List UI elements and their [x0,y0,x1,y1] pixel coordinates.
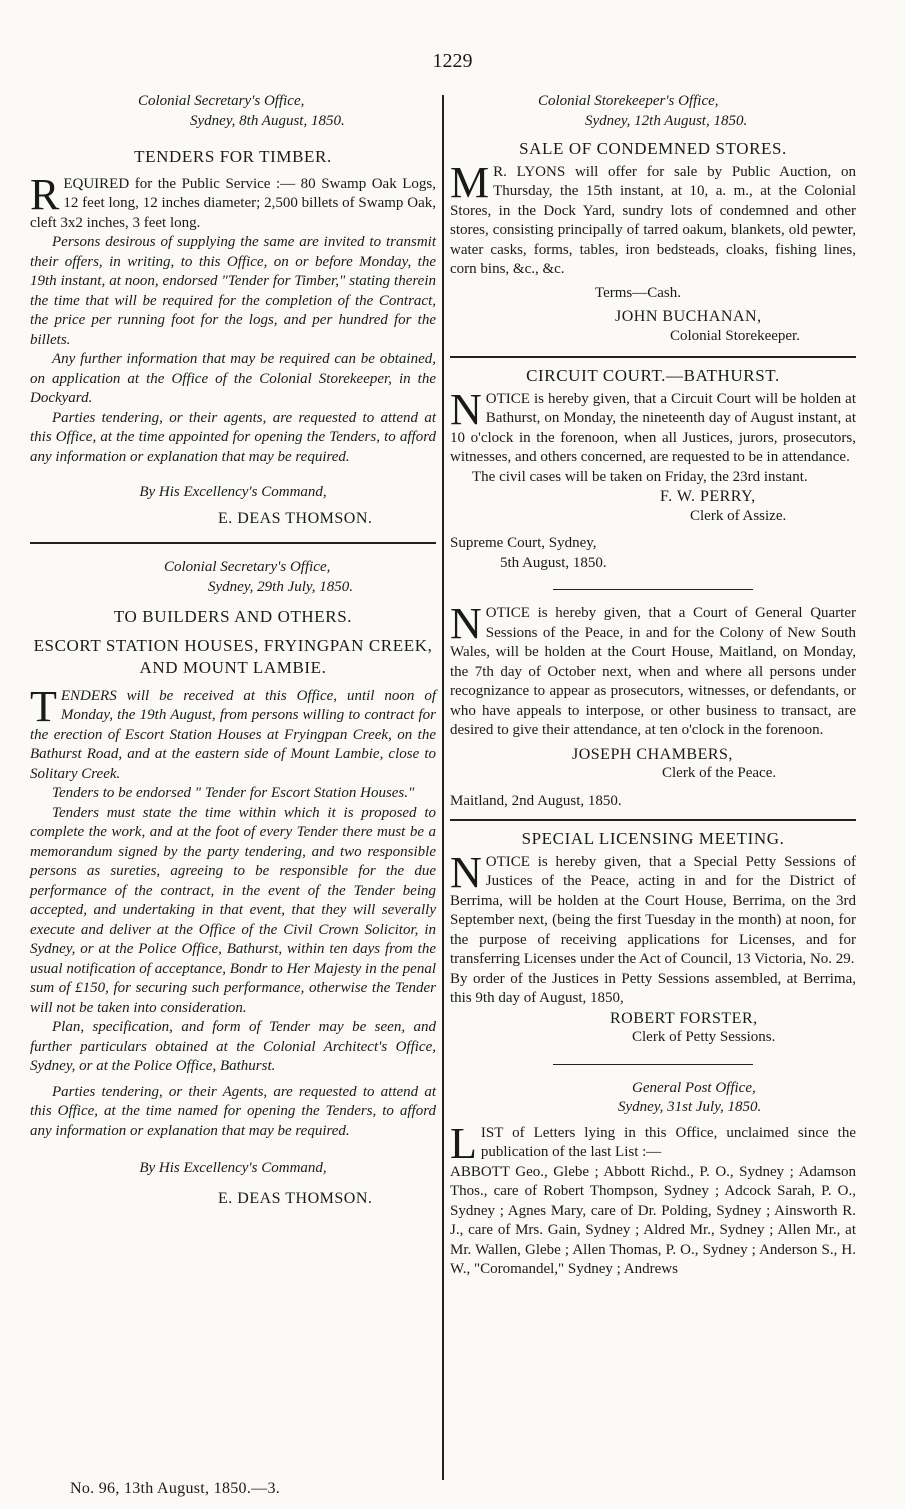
page-number: 1229 [432,50,473,72]
notice-unclaimed-letters [450,1079,856,1280]
place-line: Supreme Court, Sydney, [450,535,597,551]
dateline-date: Sydney, 29th July, 1850. [208,578,353,595]
notice-paragraph: Parties tendering, or their Agents, are requested to attend at this Office, at the time named for opening the Tenders, to afford any information or explanation that may be required. [30,1083,436,1139]
dateline-date: Sydney, 12th August, 1850. [585,112,748,129]
notice-paragraph: Any further information that may be required can be obtained, on application at the Office of the Colonial Storekeeper, in the Dockyard. [30,351,436,406]
notice-heading: TENDERS FOR TIMBER. [134,147,332,166]
notice-heading: TO BUILDERS AND OTHERS. [113,607,353,626]
notice-heading: SPECIAL LICENSING MEETING. [521,829,785,848]
drop-cap: N [450,847,482,897]
notice-paragraph: Persons desirous of supplying the same are invited to transmit their offers, in writing, to this Office, on or before Monday, the 19th instant, at noon, endorsed "Tender for Timber," stating therein the time that will be required for the completion of the Contract, the price per running foot for the logs, and per hundred for the billets. [30,234,436,348]
page-footer: No. 96, 13th August, 1850.—3. [70,1480,281,1497]
notice-paragraph: M R. LYONS will offer for sale by Public Auction, on Thursday, the 15th instant, at 10, a. m., at the Colonial Stores, in the Dock Yard, sundry lots of condemned and other stores, consisting principally of tarred oakum, blankets, old pewter, water casks, forms, tables, iron bedsteads, cloaks, fishing lines, corn bins, &c., &c. [450,157,856,277]
notice-escort-station-houses [30,558,436,1208]
dateline-date: Sydney, 8th August, 1850. [190,112,345,129]
divider [553,1064,753,1065]
drop-cap: L [450,1118,477,1168]
divider [450,819,856,821]
signature-title: Clerk of Petty Sessions. [632,1029,776,1045]
notice-paragraph: Plan, specification, and form of Tender may be seen, and further particulars obtained at the Colonial Architect's Office, Sydney, or at the Police Office, Bathurst. [30,1019,436,1074]
command-line: By His Excellency's Command, [139,484,327,500]
notice-paragraph: The civil cases will be taken on Friday, the 23rd instant. [472,468,808,485]
right-column [450,92,856,1280]
divider [450,356,856,358]
dateline-date: Sydney, 31st July, 1850. [618,1099,762,1115]
left-column [30,92,436,1208]
signature-name: ROBERT FORSTER, [610,1009,758,1027]
place-date-line: Maitland, 2nd August, 1850. [450,792,622,809]
signature-title: Clerk of the Peace. [662,765,777,781]
drop-cap: R [30,169,60,219]
signature-title: Clerk of Assize. [690,507,787,524]
letters-list: ABBOTT Geo., Glebe ; Abbott Richd., P. O., Sydney ; Adamson Thos., care of Robert Thompson, Sydney ; Adcock Sarah, P. O., Sydney ; Agnes Mary, care of Dr. Polding, Sydney ; Ainsworth R. J., care of Mrs. Gain, Sydney ; Aldred Mr., Sydney ; Allen Mr., at Mr. Wallen, Glebe ; Allen Thomas, P. O., Sydney ; Anderson S., H. W., "Coromandel," Sydney ; Andrews [450,1163,856,1277]
dateline-office: Colonial Secretary's Office, [138,93,305,109]
notice-paragraph: TENDERS will be received at this Office, until noon of Monday, the 19th August, from persons willing to contract for the erection of Escort Station Houses at Fryingpan Creek, on the Bathurst Road, and at the eastern side of Mount Lambie, close to Solitary Creek. [30,681,436,782]
notice-paragraph: Tenders must state the time within which it is proposed to complete the work, and at the foot of every Tender there must be a memorandum signed by the party tendering, and two responsible persons as sureties, agreeing to be responsible for the due performance of the contract, in the event of the Tender being accepted, and undertaking in that event, that they will severally execute and deliver at the Office of the Civil Crown Solicitor, in Sydney, or at the Police Office, Bathurst, within ten days from the usual notification of acceptance, Bondr to Her Majesty in the penal sum of £150, for securing such performance, otherwise the Tender will not be taken into consideration. [30,804,436,1016]
notice-heading: CIRCUIT COURT.—BATHURST. [526,366,780,385]
signature-name: JOSEPH CHAMBERS, [572,745,733,763]
signature: E. DEAS THOMSON. [218,1189,373,1207]
notice-heading: SALE OF CONDEMNED STORES. [519,139,787,158]
divider [30,542,436,544]
drop-cap: T [30,681,57,731]
notice-paragraph: Parties tendering, or their agents, are requested to attend at this Office, at the time appointed for opening the Tenders, to afford any information or explanation that may be required. [30,409,436,465]
notice-paragraph: LIST of Letters lying in this Office, unclaimed since the publication of the last List :— [450,1118,856,1168]
notice-special-licensing [450,829,856,1048]
signature: E. DEAS THOMSON. [218,509,373,527]
terms: Terms—Cash. [595,284,682,301]
notice-paragraph: NOTICE is hereby given, that a Circuit Court will be holden at Bathurst, on Monday, the nineteenth day of August instant, at 10 o'clock in the forenoon, when all Justices, jurors, prosecutors, witnesses, and others concerned, are requested to be in attendance. [450,384,856,465]
drop-cap: N [450,384,482,434]
notice-paragraph: NOTICE is hereby given, that a Court of General Quarter Sessions of the Peace, in and for the Colony of New South Wales, will be holden at the Court House, Maitland, on Monday, the 7th day of October next, when and where all persons under recognizance to appear as prosecutors, witnesses, or defendants, or who have appeals to interpose, or other business to transact, are desired to give their attendance, at ten o'clock in the forenoon. [450,599,856,738]
notice-subheading: ESCORT STATION HOUSES, FRYINGPAN CREEK, AND MOUNT LAMBIE. [33,635,433,677]
drop-cap: M [450,157,490,207]
signature-name: F. W. PERRY, [660,488,756,505]
notice-paragraph: By order of the Justices in Petty Sessions assembled, at Berrima, this 9th day of August, 1850, [450,970,856,1006]
notice-paragraph: Tenders to be endorsed " Tender for Escort Station Houses." [52,785,415,801]
notice-tenders-timber [30,92,436,528]
dateline-office: Colonial Secretary's Office, [164,559,331,575]
notice-quarter-sessions [450,599,856,811]
drop-cap: N [450,599,482,648]
notice-paragraph: NOTICE is hereby given, that a Special Petty Sessions of Justices of the Peace, acting in and for the District of Berrima, will be holden at the Court House, Berrima, on the 3rd September next, (being the first Tuesday in the month) at noon, for the purpose of receiving applications for Licenses, and for transferring Licenses under the Act of Council, 13 Victoria, No. 29. [450,847,856,967]
signature-name: JOHN BUCHANAN, [615,308,762,325]
divider [553,589,753,590]
column-rule [442,95,444,1480]
date-line: 5th August, 1850. [500,554,607,571]
dateline-office: General Post Office, [632,1079,756,1096]
command-line: By His Excellency's Command, [139,1160,327,1176]
dateline-office: Colonial Storekeeper's Office, [538,93,719,109]
notice-circuit-court [450,366,856,573]
notice-paragraph: REQUIRED for the Public Service :— 80 Swamp Oak Logs, 12 feet long, 12 inches diameter; 2,500 billets of Swamp Oak, cleft 3x2 inches, 3 feet long. [30,169,436,231]
signature-title: Colonial Storekeeper. [670,327,800,344]
notice-condemned-stores [450,92,856,346]
